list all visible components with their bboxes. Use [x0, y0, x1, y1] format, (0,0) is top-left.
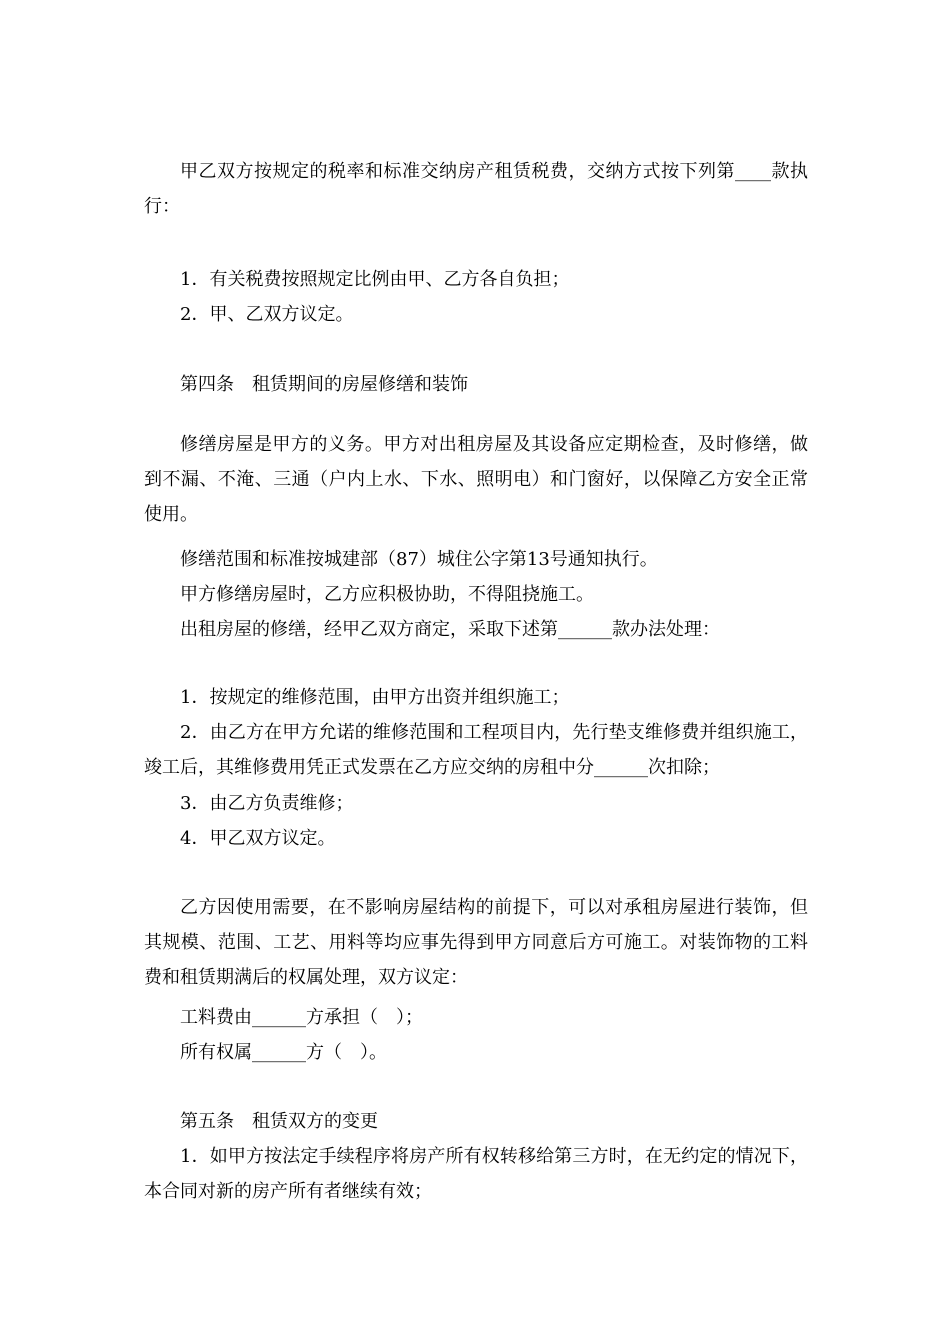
repair-method-paragraph: 出租房屋的修缮，经甲乙双方商定，采取下述第______款办法处理：: [180, 619, 720, 640]
article-4-heading: 第四条 租赁期间的房屋修缮和装饰: [180, 374, 468, 395]
repair-option-3: 3．由乙方负责维修；: [180, 793, 354, 814]
repair-option-2: 2．由乙方在甲方允诺的维修范围和工程项目内，先行垫支维修费并组织施工，竣工后，其维修费用凭正式发票在乙方应交纳的房租中分______次扣除；: [144, 722, 808, 778]
decoration-paragraph: 乙方因使用需要，在不影响房屋结构的前提下，可以对承租房屋进行装饰，但其规模、范围、工艺、用料等均应事先得到甲方同意后方可施工。对装饰物的工料费和租赁期满后的权属处理，双方议定：: [144, 897, 808, 988]
tax-option-1: 1．有关税费按照规定比例由甲、乙方各自负担；: [180, 269, 570, 290]
repair-duty-paragraph: 修缮房屋是甲方的义务。甲方对出租房屋及其设备应定期检查，及时修缮，做到不漏、不淹、三通（户内上水、下水、照明电）和门窗好，以保障乙方安全正常使用。: [144, 434, 808, 525]
tax-option-2: 2．甲、乙双方议定。: [180, 304, 354, 325]
repair-assist-paragraph: 甲方修缮房屋时，乙方应积极协助，不得阻挠施工。: [180, 584, 594, 605]
decoration-ownership-line: 所有权属______方（ ）。: [180, 1042, 387, 1063]
repair-option-4: 4．甲乙双方议定。: [180, 828, 336, 849]
article-5-heading: 第五条 租赁双方的变更: [180, 1111, 378, 1132]
decoration-cost-line: 工料费由______方承担（ ）；: [180, 1007, 423, 1028]
tax-intro-paragraph: 甲乙双方按规定的税率和标准交纳房产租赁税费，交纳方式按下列第____款执行：: [144, 161, 808, 217]
repair-option-1: 1．按规定的维修范围，由甲方出资并组织施工；: [180, 687, 570, 708]
repair-scope-paragraph: 修缮范围和标准按城建部（87）城住公字第13号通知执行。: [180, 549, 658, 570]
change-clause-1: 1．如甲方按法定手续程序将房产所有权转移给第三方时，在无约定的情况下，本合同对新的房产所有者继续有效；: [144, 1146, 808, 1202]
